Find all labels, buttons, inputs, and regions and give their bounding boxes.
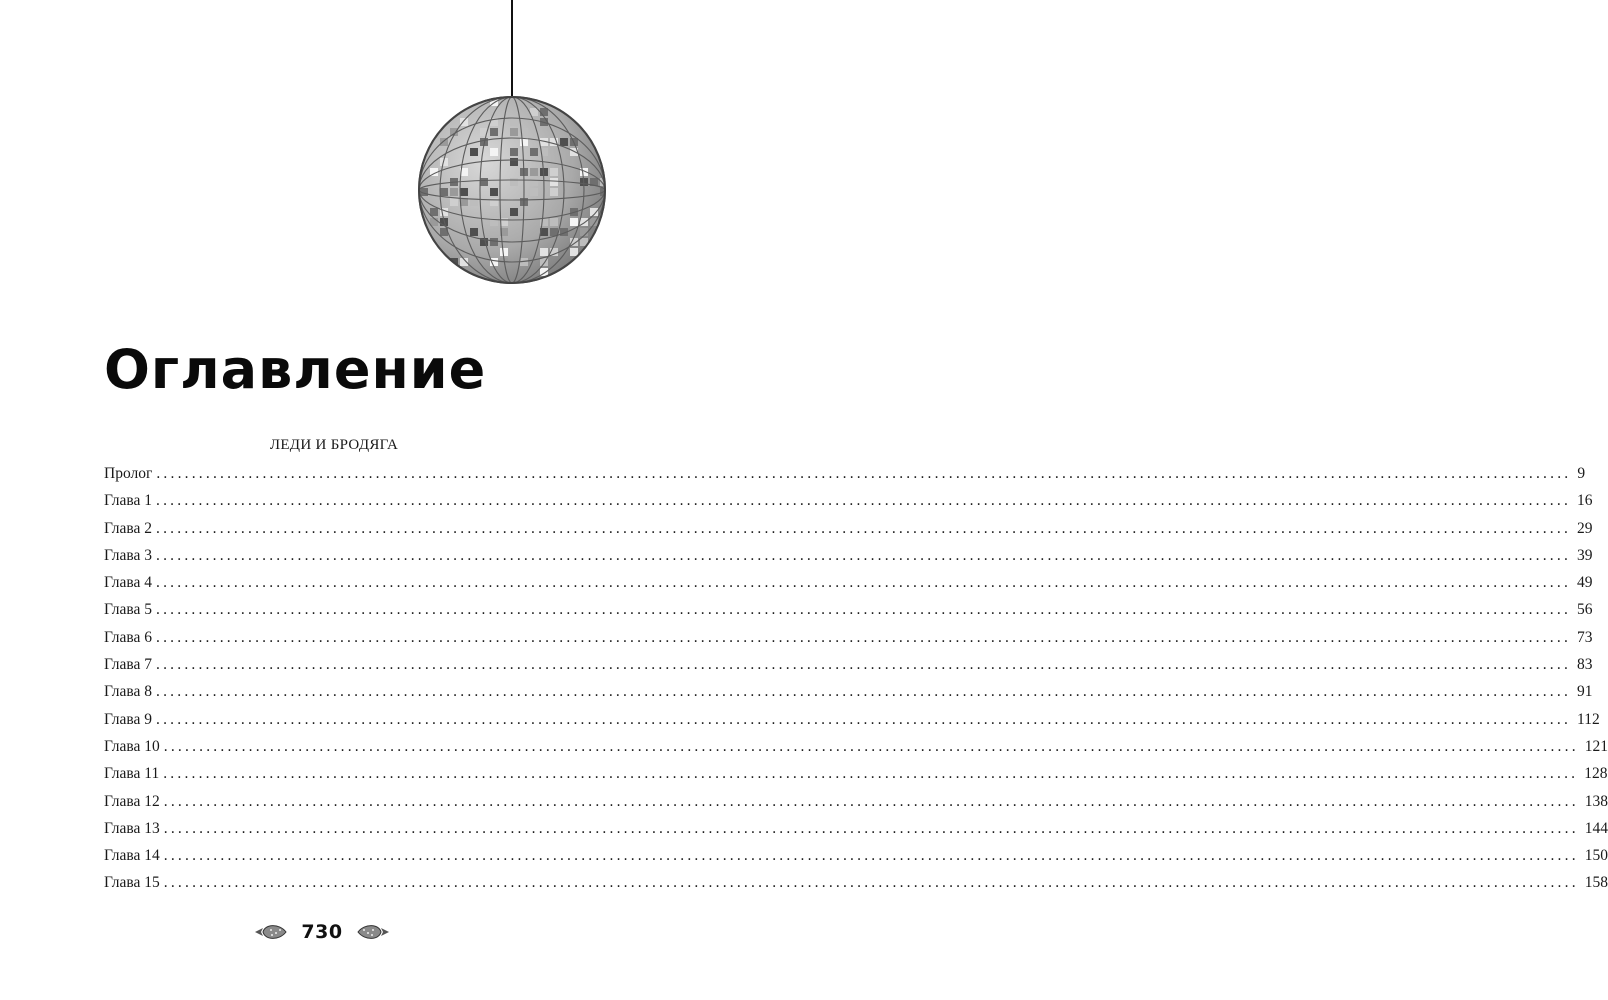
page-title: Оглавление: [104, 338, 487, 401]
toc-entry-page: 112: [1577, 710, 1600, 728]
toc-entry-label: Глава 2: [104, 519, 153, 537]
toc-entry-label: Глава 6: [104, 628, 153, 646]
toc-entry: [104, 790, 1608, 817]
toc-entry-label: Глава 11: [104, 765, 160, 783]
toc-entry: [104, 544, 1593, 571]
dot-leader: ........................................................................................................................................................................................................: [156, 601, 1572, 619]
toc-entry-label: Глава 15: [104, 874, 160, 892]
toc-entry-page: 121: [1584, 737, 1608, 755]
toc-entry-page: 128: [1584, 765, 1608, 783]
dot-leader: ........................................................................................................................................................................................................: [156, 574, 1572, 592]
toc-entry-label: Пролог: [104, 465, 153, 482]
toc-entry: [104, 598, 1593, 625]
toc-entry: [104, 571, 1593, 598]
toc-entry-label: Глава 4: [104, 574, 153, 592]
toc-entry-page: 83: [1577, 656, 1593, 674]
toc-entry-page: 150: [1584, 847, 1608, 865]
toc-entry-page: 9: [1577, 465, 1586, 482]
toc-entry: [104, 489, 1593, 516]
toc-entry-label: Глава 9: [104, 710, 153, 728]
toc-entry-page: 73: [1577, 628, 1593, 646]
dot-leader: ........................................................................................................................................................................................................: [163, 847, 1579, 865]
dot-leader: ........................................................................................................................................................................................................: [163, 819, 1579, 837]
dot-leader: ........................................................................................................................................................................................................: [163, 737, 1579, 755]
strawberry-icon: [355, 919, 393, 945]
toc-entry: [104, 844, 1608, 871]
dot-leader: ........................................................................................................................................................................................................: [156, 492, 1572, 510]
toc-entry: [104, 817, 1608, 844]
table-of-contents: [104, 462, 1608, 899]
toc-entry: [104, 762, 1608, 789]
toc-entry-page: 158: [1584, 874, 1608, 892]
toc-entry-label: Глава 5: [104, 601, 153, 619]
toc-entry-label: Глава 12: [104, 792, 160, 810]
toc-entry: [104, 626, 1593, 653]
toc-entry-label: Глава 1: [104, 492, 153, 510]
toc-entry: [104, 462, 1586, 489]
dot-leader: ........................................................................................................................................................................................................: [163, 765, 1579, 783]
toc-entry-page: 138: [1584, 792, 1608, 810]
page-footer: [0, 916, 644, 948]
toc-entry-label: Глава 8: [104, 683, 153, 701]
toc-entry-page: 56: [1577, 601, 1593, 619]
toc-entry-label: Глава 3: [104, 546, 153, 564]
toc-entry-label: Глава 13: [104, 819, 160, 837]
toc-entry: [104, 871, 1608, 898]
dot-leader: ........................................................................................................................................................................................................: [156, 465, 1572, 482]
toc-entry: [104, 735, 1608, 762]
dot-leader: ........................................................................................................................................................................................................: [163, 792, 1579, 810]
toc-entry-page: 39: [1577, 546, 1593, 564]
toc-entry-label: Глава 14: [104, 847, 160, 865]
toc-entry: [104, 517, 1593, 544]
toc-entry-page: 16: [1577, 492, 1593, 510]
toc-entry-label: Глава 7: [104, 656, 153, 674]
toc-entry-page: 49: [1577, 574, 1593, 592]
page-number: 730: [301, 921, 343, 943]
dot-leader: ........................................................................................................................................................................................................: [156, 628, 1572, 646]
toc-entry-page: 144: [1584, 819, 1608, 837]
strawberry-icon: [251, 919, 289, 945]
dot-leader: ........................................................................................................................................................................................................: [156, 519, 1572, 537]
toc-entry: [104, 653, 1593, 680]
dot-leader: ........................................................................................................................................................................................................: [156, 656, 1572, 674]
dot-leader: ........................................................................................................................................................................................................: [163, 874, 1579, 892]
toc-entry: [104, 680, 1593, 707]
disco-ball-icon: [412, 0, 612, 290]
part-title: ЛЕДИ И БРОДЯГА: [269, 437, 399, 453]
toc-entry-page: 29: [1577, 519, 1593, 537]
toc-entry-page: 91: [1577, 683, 1593, 701]
toc-entry-label: Глава 10: [104, 737, 160, 755]
dot-leader: ........................................................................................................................................................................................................: [156, 710, 1572, 728]
toc-entry: [104, 708, 1600, 735]
dot-leader: ........................................................................................................................................................................................................: [156, 683, 1572, 701]
dot-leader: ........................................................................................................................................................................................................: [156, 546, 1572, 564]
